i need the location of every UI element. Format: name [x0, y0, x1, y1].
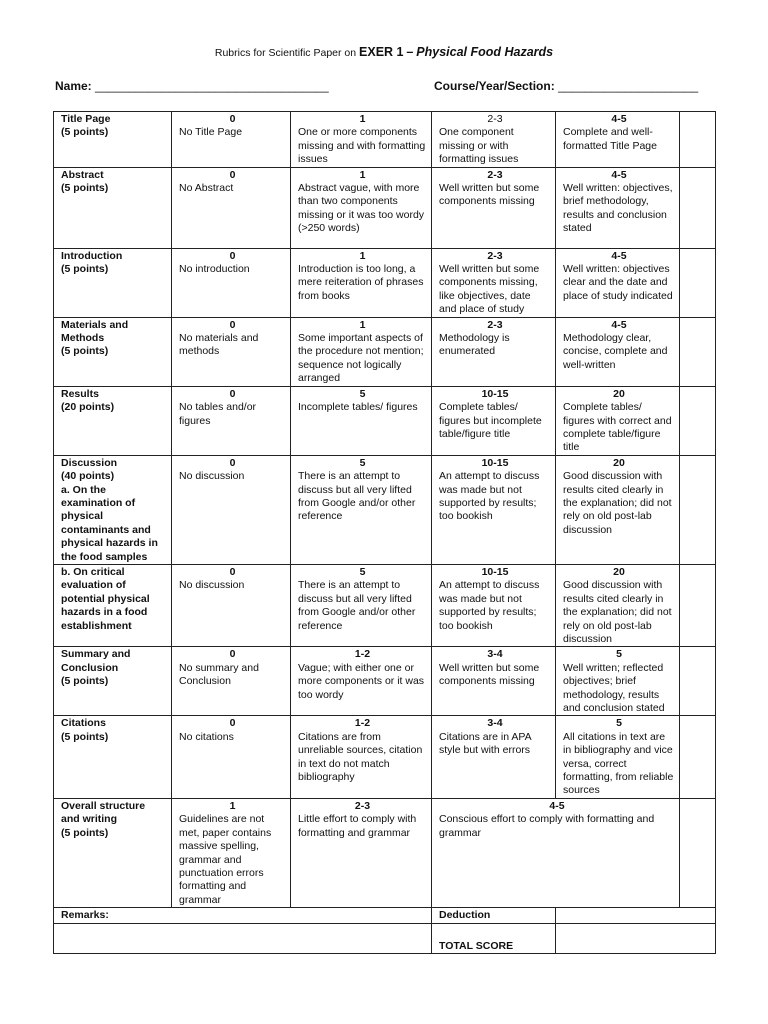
score-description: Citations are from unreliable sources, citation in text do not match bibliography [298, 730, 423, 784]
score-cell [432, 455, 556, 564]
title-topic: Physical Food Hazards [416, 45, 554, 59]
score-value: 2-3 [487, 113, 503, 125]
score-cell [556, 455, 680, 564]
score-value: 5 [616, 648, 622, 661]
score-value: 10-15 [481, 387, 509, 400]
score-value: 0 [229, 249, 236, 262]
score-description: There is an attempt to discuss but all very lifted from Google and/or other reference [298, 470, 416, 523]
score-description: Well written: objectives clear and the date and place of study indicated [563, 263, 673, 302]
remarks-row [54, 908, 716, 923]
student-info-row [55, 79, 715, 93]
score-cell [172, 564, 291, 646]
score-description: No summary and Conclusion [179, 661, 259, 688]
score-cell [291, 716, 432, 798]
score-description: No Abstract [179, 182, 234, 195]
title-exer: EXER 1 [359, 45, 404, 59]
score-cell [172, 455, 291, 564]
criterion-name: Citations [61, 717, 106, 730]
score-value: 4-5 [611, 318, 627, 331]
score-description: One or more components missing and with formatting issues [298, 126, 426, 166]
score-value: 3-4 [487, 717, 503, 730]
score-description: No citations [179, 730, 234, 743]
score-value: 0 [229, 113, 236, 125]
score-cell [432, 798, 680, 907]
score-description: No discussion [179, 470, 245, 483]
score-description: An attempt to discuss was made but not supported by results; too bookish [439, 579, 540, 632]
score-cell [432, 647, 556, 716]
criterion-points: (20 points) [61, 401, 115, 414]
total-score-input-cell[interactable] [556, 923, 716, 953]
score-cell [291, 167, 432, 248]
criterion-cell [54, 317, 172, 386]
score-description: No introduction [179, 263, 250, 276]
score-cell [172, 167, 291, 248]
score-cell [291, 564, 432, 646]
rubric-row-overall-structure [54, 798, 716, 907]
criterion-cell [54, 716, 172, 798]
rubric-row-abstract [54, 167, 716, 248]
points-input-cell[interactable] [680, 647, 716, 716]
score-cell [432, 112, 556, 168]
criterion-points: (5 points) [61, 675, 109, 688]
criterion-cell [54, 564, 172, 646]
score-value: 2-3 [487, 249, 503, 262]
title-dash: – [406, 45, 414, 59]
score-description: Methodology clear, concise, complete and well-written [563, 332, 668, 371]
score-description: There is an attempt to discuss but all very lifted from Google and/or other reference [298, 579, 416, 632]
score-description: No Title Page [179, 126, 243, 139]
score-cell [291, 798, 432, 907]
score-value: 1 [359, 113, 366, 125]
criterion-name: Title Page [61, 113, 111, 125]
score-description: Good discussion with results cited clearly in the explanation; did not rely on old post-lab discussion [563, 470, 672, 536]
score-cell [172, 317, 291, 386]
score-description: Little effort to comply with formatting and grammar [298, 813, 417, 839]
remarks-input-cell[interactable] [54, 923, 432, 953]
name-field[interactable]: ___________________________________ [95, 79, 329, 93]
criterion-points: (5 points) [61, 263, 109, 276]
score-value: 0 [229, 387, 236, 400]
score-value: 10-15 [481, 456, 509, 469]
score-cell [556, 716, 680, 798]
score-cell [172, 248, 291, 317]
criterion-cell [54, 167, 172, 248]
score-cell [432, 317, 556, 386]
score-description: No materials and methods [179, 332, 259, 358]
criterion-cell [54, 798, 172, 907]
points-input-cell[interactable] [680, 564, 716, 646]
criterion-cell [54, 647, 172, 716]
points-input-cell[interactable] [680, 112, 716, 168]
document-title [0, 45, 768, 59]
score-value: 5 [359, 456, 366, 469]
score-description: Well written but some components missing, like objectives, date and place of study [439, 263, 540, 316]
score-cell [432, 248, 556, 317]
score-value: 2-3 [354, 799, 371, 812]
score-cell [556, 564, 680, 646]
rubric-row-discussion-b [54, 564, 716, 646]
score-value: 10-15 [481, 565, 509, 578]
score-value: 4-5 [611, 168, 627, 181]
score-cell [291, 455, 432, 564]
score-cell [172, 647, 291, 716]
score-value: 1 [229, 799, 236, 812]
score-cell [432, 564, 556, 646]
score-description: Good discussion with results cited clearly in the explanation; did not rely on old post-lab discussion [563, 579, 672, 645]
score-description: An attempt to discuss was made but not supported by results; too bookish [439, 470, 540, 523]
score-cell [432, 386, 556, 455]
score-description: Citations are in APA style but with errors [439, 730, 532, 757]
criterion-cell [54, 455, 172, 564]
points-input-cell[interactable] [680, 248, 716, 317]
criterion-cell [54, 248, 172, 317]
criterion-name: Summary and [61, 648, 131, 661]
score-value: 1-2 [354, 717, 371, 730]
score-description: Complete tables/ figures with correct and complete table/figure title [563, 401, 672, 454]
points-input-cell[interactable] [680, 167, 716, 248]
points-input-cell[interactable] [680, 716, 716, 798]
criterion-name: Materials and [61, 318, 129, 331]
criterion-points: (5 points) [61, 730, 109, 743]
score-value: 20 [613, 565, 625, 578]
deduction-input-cell[interactable] [556, 908, 716, 923]
score-description: Complete and well-formatted Title Page [563, 126, 657, 152]
score-value: 2-3 [487, 318, 503, 331]
score-description: Well written but some components missing [439, 661, 540, 688]
rubric-row-citations [54, 716, 716, 798]
rubric-row-results [54, 386, 716, 455]
score-description: One component missing or with formatting issues [439, 126, 519, 166]
score-value: 3-4 [487, 648, 503, 661]
rubric-row-introduction [54, 248, 716, 317]
score-description: Vague; with either one or more components or it was too wordy [298, 661, 425, 701]
score-cell [291, 647, 432, 716]
criterion-name: Introduction [61, 249, 123, 262]
score-value: 0 [229, 717, 236, 730]
score-value: 1 [359, 249, 366, 262]
remarks-label: Remarks: [54, 908, 432, 923]
total-label-cell [432, 923, 556, 953]
score-cell [291, 317, 432, 386]
rubric-table [53, 111, 716, 954]
score-cell [556, 248, 680, 317]
score-value: 4-5 [549, 799, 565, 812]
score-description: Methodology is enumerated [439, 332, 510, 358]
points-input-cell[interactable] [680, 386, 716, 455]
score-cell [432, 167, 556, 248]
score-cell [556, 647, 680, 716]
deduction-label: Deduction [432, 908, 556, 923]
score-description: Some important aspects of the procedure not mention; sequence not logically arranged [298, 332, 424, 385]
score-description: Well written: objectives, brief methodology, results and conclusion stated [563, 182, 673, 235]
rubric-row-title-page [54, 112, 716, 168]
score-cell [556, 167, 680, 248]
criterion-subitem: a. On the examination of physical contaminants and physical hazards in the food samples [61, 483, 158, 563]
criterion-name: Discussion [61, 456, 118, 469]
criterion-points: (5 points) [61, 826, 109, 839]
criterion-name: Conclusion [61, 661, 119, 674]
course-section [434, 79, 698, 93]
criterion-name: Overall structure [61, 799, 146, 812]
score-value: 4-5 [611, 249, 627, 262]
course-field[interactable]: _____________________ [558, 79, 699, 93]
criterion-points: (5 points) [61, 345, 109, 358]
score-description: Conscious effort to comply with formatting and grammar [439, 813, 655, 839]
score-description: Abstract vague, with more than two components missing or it was too wordy (>250 words) [298, 182, 425, 235]
score-description: No tables and/or figures [179, 401, 257, 427]
score-cell [172, 716, 291, 798]
score-cell [172, 386, 291, 455]
criterion-points: (5 points) [61, 126, 109, 139]
score-description: Guidelines are not met, paper contains massive spelling, grammar and punctuation errors formatting and grammar [179, 813, 272, 906]
criterion-name: Abstract [61, 168, 104, 181]
score-cell [556, 112, 680, 168]
criterion-points: (40 points) [61, 470, 115, 483]
score-value: 1 [359, 318, 366, 331]
score-value: 5 [359, 387, 366, 400]
score-description: Well written but some components missing [439, 182, 540, 208]
score-value: 4-5 [611, 113, 627, 125]
score-cell [291, 386, 432, 455]
rubric-row-summary-conclusion [54, 647, 716, 716]
score-value: 20 [613, 456, 625, 469]
score-cell [556, 317, 680, 386]
score-value: 0 [229, 456, 236, 469]
rubric-row-discussion-a [54, 455, 716, 564]
criterion-cell [54, 386, 172, 455]
score-value: 0 [229, 565, 236, 578]
score-cell [291, 248, 432, 317]
score-description: Well written; reflected objectives; brief methodology, results and conclusion stated [563, 661, 665, 715]
total-row [54, 923, 716, 953]
score-value: 0 [229, 318, 236, 331]
criterion-points: (5 points) [61, 182, 109, 195]
title-prefix: Rubrics for Scientific Paper on [214, 47, 357, 59]
criterion-subitem: b. On critical evaluation of potential physical hazards in a food establishment [61, 565, 150, 632]
name-label: Name: [55, 79, 92, 93]
criterion-name: and writing [61, 813, 117, 826]
course-label: Course/Year/Section: [434, 79, 555, 93]
score-value: 0 [229, 168, 236, 181]
score-description: Complete tables/ figures but incomplete table/figure title [439, 401, 542, 440]
score-cell [172, 112, 291, 168]
score-value: 20 [613, 387, 625, 400]
score-description: All citations in text are in bibliography and vice versa, correct formatting, from reliable sources [563, 730, 674, 797]
score-description: No discussion [179, 579, 245, 592]
score-value: 5 [616, 717, 622, 730]
points-input-cell[interactable] [680, 317, 716, 386]
score-value: 2-3 [487, 168, 503, 181]
rubric-row-materials-methods [54, 317, 716, 386]
score-description: Incomplete tables/ figures [298, 401, 418, 414]
score-description: Introduction is too long, a mere reiteration of phrases from books [298, 263, 424, 302]
score-cell [291, 112, 432, 168]
criterion-name: Results [61, 387, 99, 400]
points-input-cell[interactable] [680, 455, 716, 564]
score-cell [432, 716, 556, 798]
criterion-cell [54, 112, 172, 168]
total-score-label: TOTAL SCORE [439, 939, 514, 952]
score-cell [556, 386, 680, 455]
criterion-name: Methods [61, 332, 105, 345]
points-input-cell[interactable] [680, 798, 716, 907]
score-cell [172, 798, 291, 907]
score-value: 5 [359, 565, 366, 578]
score-value: 0 [229, 648, 236, 661]
score-value: 1 [359, 168, 366, 181]
score-value: 1-2 [354, 648, 371, 661]
